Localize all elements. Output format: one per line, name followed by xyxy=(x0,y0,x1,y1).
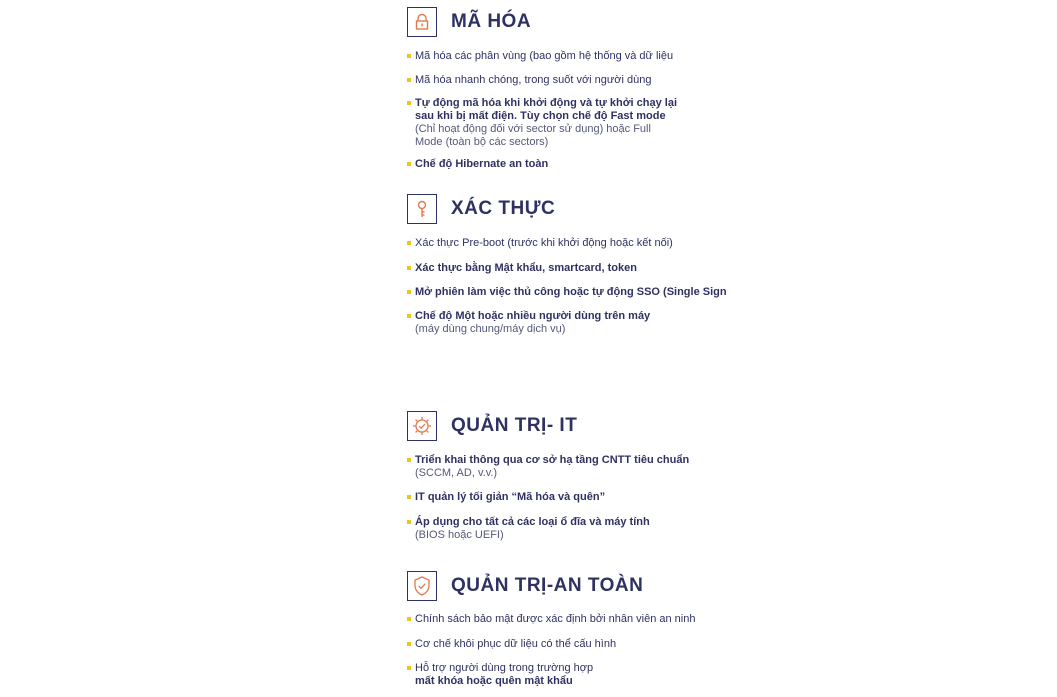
bullet-marker xyxy=(407,458,411,462)
bullet-marker xyxy=(407,266,411,270)
section-header xyxy=(407,5,827,39)
section-header xyxy=(407,192,827,226)
item-text: IT quản lý tối giản “Mã hóa và quên” xyxy=(415,491,606,503)
list-item xyxy=(407,237,673,250)
section-it-management xyxy=(407,409,827,541)
list-item xyxy=(407,310,650,336)
bullet-marker xyxy=(407,520,411,524)
section-title: QUẢN TRỊ-AN TOÀN xyxy=(451,575,644,596)
section-encryption xyxy=(407,5,827,170)
item-text: (SCCM, AD, v.v.) xyxy=(415,467,498,479)
list-item xyxy=(407,262,637,275)
list-item xyxy=(407,662,593,688)
item-text: (Chỉ hoạt động đối với sector sử dụng) hoặc Full xyxy=(415,123,651,135)
bullet-marker xyxy=(407,314,411,318)
section-title: MÃ HÓA xyxy=(451,11,532,32)
list-item xyxy=(407,516,650,542)
shield-check-icon xyxy=(407,571,437,601)
list-item xyxy=(407,74,651,87)
item-text: Mode (toàn bộ các sectors) xyxy=(415,136,549,148)
key-icon xyxy=(407,194,437,224)
bullet-marker xyxy=(407,162,411,166)
list-item xyxy=(407,613,695,626)
item-text: Mã hóa nhanh chóng, trong suốt với người dùng xyxy=(415,74,652,86)
bullet-marker xyxy=(407,290,411,294)
item-text: Mã hóa các phân vùng (bao gồm hệ thống và dữ liệu xyxy=(415,50,674,62)
item-text: (máy dùng chung/máy dịch vụ) xyxy=(415,323,566,335)
item-text: Chế độ Một hoặc nhiều người dùng trên máy xyxy=(415,310,651,322)
item-text: Xác thực Pre-boot (trước khi khởi động hoặc kết nối) xyxy=(415,237,673,249)
item-text: Triển khai thông qua cơ sở hạ tầng CNTT tiêu chuẩn xyxy=(415,454,690,466)
lock-icon xyxy=(407,7,437,37)
bullet-marker xyxy=(407,642,411,646)
item-text: Hỗ trợ người dùng trong trường hợp xyxy=(415,662,594,674)
bullet-marker xyxy=(407,495,411,499)
item-text: (BIOS hoặc UEFI) xyxy=(415,529,504,541)
item-text: Chính sách bảo mật được xác định bởi nhân viên an ninh xyxy=(415,613,696,625)
item-text: Áp dụng cho tất cả các loại ổ đĩa và máy tính xyxy=(415,516,650,528)
section-header xyxy=(407,409,827,443)
gear-check-icon xyxy=(407,411,437,441)
item-text: Xác thực bằng Mật khẩu, smartcard, token xyxy=(415,262,637,274)
item-text: mất khóa hoặc quên mật khẩu xyxy=(415,675,573,687)
list-item xyxy=(407,286,727,299)
item-text: sau khi bị mất điện. Tùy chọn chế độ Fast mode xyxy=(415,110,666,122)
bullet-marker xyxy=(407,54,411,58)
item-text: Mở phiên làm việc thủ công hoặc tự động SSO (Single Sign xyxy=(415,286,727,298)
list-item xyxy=(407,638,616,651)
bullet-marker xyxy=(407,241,411,245)
section-title: XÁC THỰC xyxy=(451,198,556,219)
section-title: QUẢN TRỊ- IT xyxy=(451,415,578,436)
section-authentication xyxy=(407,192,827,335)
list-item xyxy=(407,158,548,171)
item-text: Tự động mã hóa khi khởi động và tự khởi chạy lại xyxy=(415,97,677,109)
bullet-marker xyxy=(407,101,411,105)
bullet-marker xyxy=(407,78,411,82)
list-item xyxy=(407,454,689,480)
list-item xyxy=(407,491,605,504)
list-item xyxy=(407,50,673,63)
item-text: Chế độ Hibernate an toàn xyxy=(415,158,549,170)
bullet-marker xyxy=(407,666,411,670)
section-header xyxy=(407,569,827,603)
item-text: Cơ chế khôi phục dữ liệu có thể cấu hình xyxy=(415,638,617,650)
list-item xyxy=(407,97,677,149)
section-security-management xyxy=(407,569,827,687)
bullet-marker xyxy=(407,617,411,621)
